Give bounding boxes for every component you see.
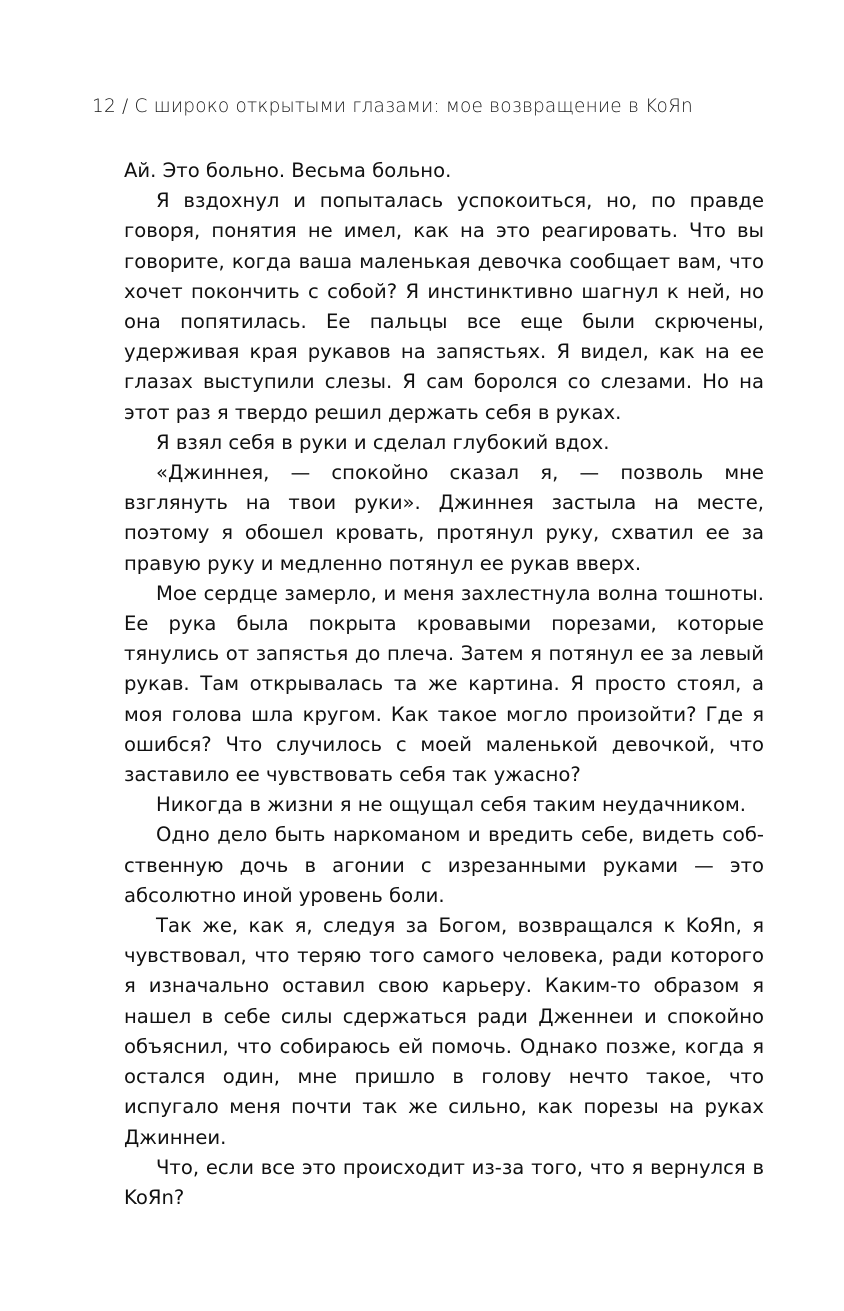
running-header: 12 / С широко открытыми глазами: мое возвращение в KoЯn [92, 96, 693, 117]
paragraph-3: Я взял себя в руки и сделал глубокий вдох. [156, 430, 610, 454]
paragraph-7: Одно дело быть наркоманом и вредить себе, видеть собственную дочь в агонии с изрезанными руками — это абсолютно иной уровень боли. [124, 823, 764, 907]
page-body [124, 156, 764, 1213]
paragraph-6: Никогда в жизни я не ощущал себя таким неудачником. [156, 793, 746, 817]
paragraph-2: Я вздохнул и попыталась успокоиться, но, по правде говоря, понятия не имел, как на это реагировать. Что вы говорите, когда ваша маленькая девочка сообщает вам, что хочет покончить с собой? Я инстинктивно шагнул к ней, но она попятилась. Ее пальцы все еще были скрючены, удерживая края рукавов на запястьях. Я видел, как на ее глазах выступили слезы. Я сам боролся со слезами. Но на этот раз я твердо решил держать себя в руках. [124, 189, 764, 424]
paragraph-1: Ай. Это больно. Весьма больно. [124, 159, 452, 182]
paragraph-9: Что, если все это происходит из-за того, что я вернулся в KoЯn? [124, 1155, 764, 1209]
paragraph-8: Так же, как я, следуя за Богом, возвращался к KoЯn, я чувствовал, что теряю того самого человека, ради которого я изначально оставил свою карьеру. Каким-то образом я нашел в себе силы сдержаться ради Дженнеи и спокойно объяснил, что собираюсь ей помочь. Однако позже, когда я остался один, мне пришло в голову нечто такое, что испугало меня почти так же сильно, как порезы на руках Джиннеи. [124, 914, 764, 1149]
paragraph-4: «Джиннея, — спокойно сказал я, — позволь мне взглянуть на твои руки». Джиннея застыла на месте, поэтому я обошел кровать, протянул руку, схватил ее за правую руку и медленно потянул ее рукав вверх. [124, 461, 764, 575]
paragraph-5: Мое сердце замерло, и меня захлестнула волна тошноты. Ее рука была покрыта кровавыми порезами, которые тянулись от запястья до плеча. Затем я потянул ее за левый рукав. Там открывалась та же картина. Я просто стоял, а моя голова шла кругом. Как такое могло произойти? Где я ошибся? Что случилось с моей маленькой девочкой, что заставило ее чувствовать себя так ужасно? [124, 581, 764, 787]
